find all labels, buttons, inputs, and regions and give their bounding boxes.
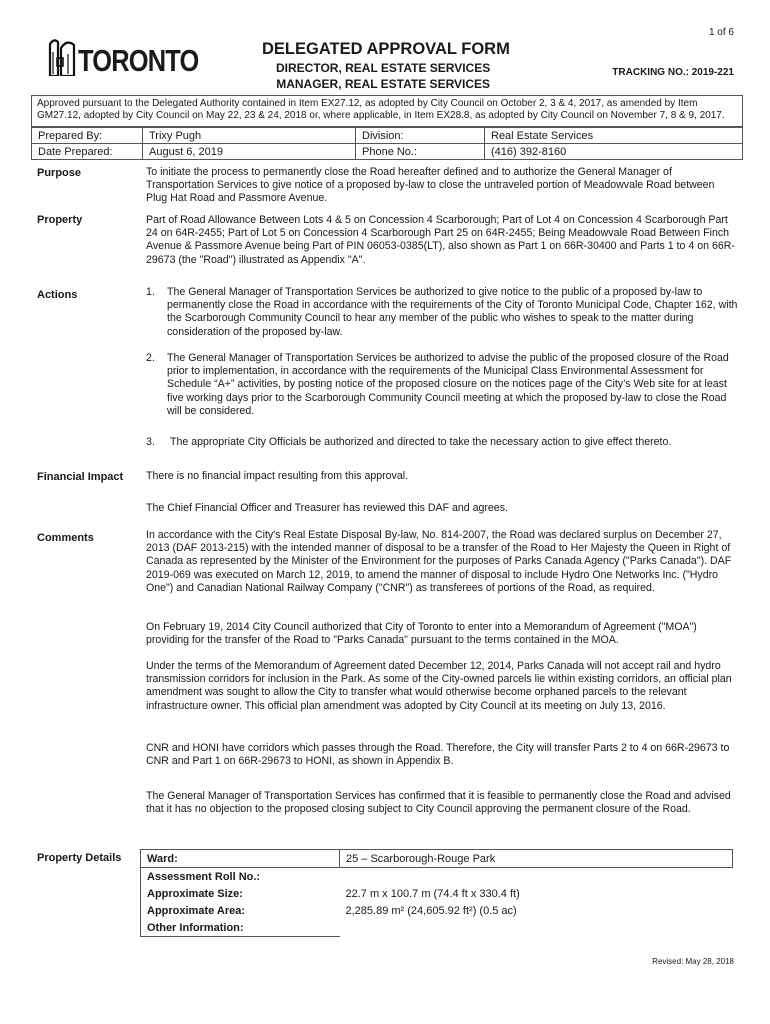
financial-impact-label: Financial Impact [37, 471, 124, 483]
date-prepared-value: August 6, 2019 [143, 144, 356, 160]
action-1-number: 1. [146, 286, 155, 298]
approximate-area-value: 2,285.89 m² (24,605.92 ft²) (0.5 ac) [345, 904, 517, 917]
property-details-label: Property Details [37, 852, 122, 864]
division-value: Real Estate Services [485, 128, 743, 144]
purpose-text: To initiate the process to permanently close the Road hereafter defined and to authorize the General Manager of Transportation Services to give notice of a proposed by-law to close the untraveled portion of Meadowvale Road between Plug Hat Road and Passmore Avenue. [146, 166, 715, 205]
actions-label: Actions [37, 289, 78, 301]
other-information-key: Other Information: [141, 919, 340, 937]
approximate-size-key: Approximate Size: [141, 885, 340, 902]
approval-authority-box: Approved pursuant to the Delegated Authority contained in Item EX27.12, as adopted by City Council on October 2, 3 & 4, 2017, as amended by Item GM27.12, adopted by City Council on May 22, 23 & 24, 2018 or, where applicable, in Item EX28.8, as adopted by City Council on November 7, 8 & 9, 2017. [31, 95, 743, 127]
cfo-review-text: The Chief Financial Officer and Treasurer has reviewed this DAF and agrees. [146, 502, 508, 514]
table-row [141, 868, 733, 886]
tracking-number: TRACKING NO.: 2019-221 [612, 67, 734, 78]
assessment-roll-key: Assessment Roll No.: [141, 868, 340, 886]
revised-date: Revised: May 28, 2018 [652, 957, 734, 966]
comments-label: Comments [37, 532, 94, 544]
phone-label: Phone No.: [356, 144, 485, 160]
comment-paragraph: In accordance with the City's Real Estate Disposal By-law, No. 814-2007, the Road was declared surplus on December 27, 2013 (DAF 2013-215) with the intended manner of disposal to be a transfer of the Road to Her Majesty the Queen in Right of Canada as represented by the Minister of the Environment for the purposes of Parks Canada Agency ("Parks Canada"). DAF 2019-069 was executed on March 12, 2019, to amend the manner of disposal to include Hydro One Networks Inc. ("Hydro One") and Canadian National Railway Company ("CNR") as transferees of portions of the Road, as required. [146, 529, 732, 594]
table-row [141, 902, 733, 919]
purpose-label: Purpose [37, 167, 82, 179]
toronto-logo [48, 34, 225, 76]
property-details-table [140, 849, 733, 937]
comment-paragraph: On February 19, 2014 City Council authorized that City of Toronto to enter into a Memorandum of Agreement ("MOA") providing for the transfer of the Road to "Parks Canada" pursuant to the terms contained in the MOA. [146, 621, 697, 647]
ward-value: 25 – Scarborough-Rouge Park [340, 850, 733, 868]
comment-paragraph: CNR and HONI have corridors which passes through the Road. Therefore, the City will transfer Parts 2 to 4 on 66R-29673 to CNR and Part 1 on 66R-29673 to HONI, as shown in Appendix B. [146, 742, 730, 768]
preparer-table [31, 127, 743, 160]
action-3-number: 3. [146, 436, 155, 448]
action-3-text: The appropriate City Officials be authorized and directed to take the necessary action to give effect thereto. [170, 436, 672, 448]
approximate-size-value: 22.7 m x 100.7 m (74.4 ft x 330.4 ft) [345, 887, 520, 900]
assessment-roll-value [340, 868, 733, 886]
form-title: DELEGATED APPROVAL FORM [262, 40, 510, 58]
city-hall-logo-icon [48, 36, 76, 76]
logo-wordmark: TORONTO [78, 43, 199, 78]
action-2-number: 2. [146, 352, 155, 364]
date-prepared-label: Date Prepared: [32, 144, 143, 160]
prepared-by-value: Trixy Pugh [143, 128, 356, 144]
action-1-text: The General Manager of Transportation Services be authorized to give notice to the public of a proposed by-law to permanently close the Road in accordance with the requirements of the City of Toronto Municipal Code, Chapter 162, with the Scarborough Community Council to hear any member of the public who wishes to speak to the matter during consideration of the proposed by-law. [167, 286, 738, 338]
phone-value: (416) 392-8160 [485, 144, 743, 160]
property-label: Property [37, 214, 83, 226]
action-2-text: The General Manager of Transportation Services be authorized to advise the public of the proposed closure of the Road prior to implementation, in accordance with the requirements of the Municipal Class Environmental Assessment for Schedule “A+” activities, by posting notice of the proposed closure on the notices page of the City’s Web site for at least five working days prior to the Scarborough Community Council meeting at which the proposed by-law to close the Road will be considered. [167, 352, 729, 417]
table-row [141, 885, 733, 902]
division-label: Division: [356, 128, 485, 144]
comment-paragraph: Under the terms of the Memorandum of Agreement dated December 12, 2014, Parks Canada will not accept rail and hydro transmission corridors for inclusion in the Park. As some of the City-owned parcels lie within existing corridors, an official plan amendment was sought to allow the City to transfer what would otherwise become orphaned parcels to the relevant infrastructure owner. This official plan amendment was adopted by City Council at its meeting on July 13, 2016. [146, 660, 732, 712]
comment-paragraph: The General Manager of Transportation Services has confirmed that it is feasible to permanently close the Road and advised that it has no objection to the proposed closing subject to City Council approving the permanent closure of the Road. [146, 790, 731, 816]
property-text: Part of Road Allowance Between Lots 4 & 5 on Concession 4 Scarborough; Part of Lot 4 on Concession 4 Scarborough Part 24 on 64R-2455; Part of Lot 5 on Concession 4 Scarborough Part 25 on 64R-2455; Being Meadowvale Road Between Finch Avenue & Passmore Avenue being Part of PIN 06053-0385(LT), also shown as Part 1 on 66R-30400 and Parts 1 to 4 on 66R-29673 (the "Road") illustrated as Appendix "A". [146, 214, 735, 266]
financial-impact-text: There is no financial impact resulting from this approval. [146, 470, 409, 482]
page-number: 1 of 6 [708, 27, 734, 38]
table-row [141, 850, 733, 868]
approximate-area-key: Approximate Area: [141, 902, 340, 919]
other-information-value [340, 919, 733, 937]
form-subtitle: DIRECTOR, REAL ESTATE SERVICES MANAGER, REAL ESTATE SERVICES [276, 61, 491, 91]
prepared-by-label: Prepared By: [32, 128, 143, 144]
table-row [141, 919, 733, 937]
ward-key: Ward: [141, 850, 340, 868]
